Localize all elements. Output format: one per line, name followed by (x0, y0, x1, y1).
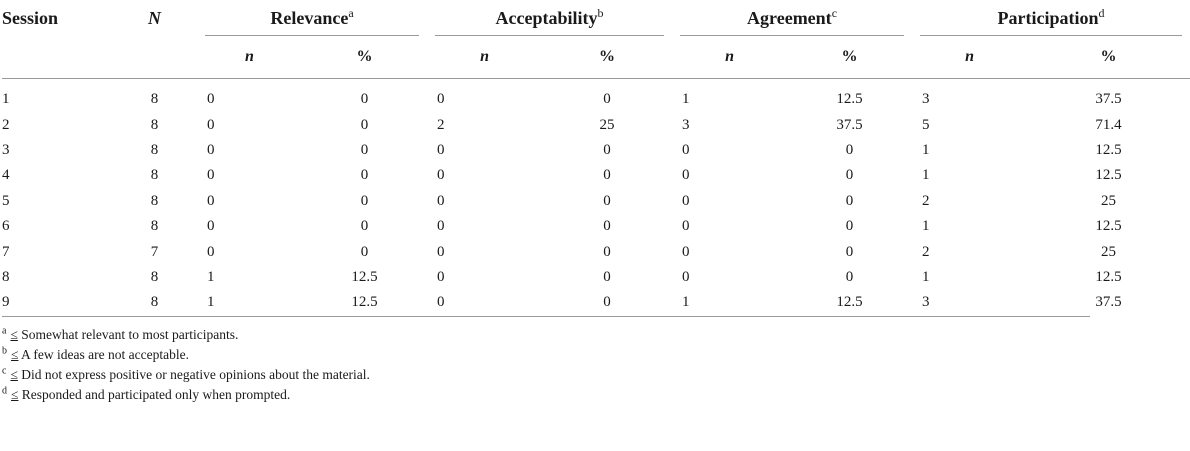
table-cell: 9 (2, 294, 10, 311)
table-row (2, 214, 1190, 239)
subheader-pct: % (841, 48, 858, 65)
footnote-symbol: ≤ (10, 366, 18, 382)
table-cell: 1 (922, 141, 930, 158)
table-cell: 0 (360, 141, 369, 158)
table-cell: 12.5 (836, 91, 863, 108)
table-cell: 12.5 (1095, 141, 1122, 158)
footnote-text: Did not express positive or negative opinions about the material. (17, 366, 370, 382)
table-cell: 1 (682, 91, 690, 108)
footnote-mark: d (2, 385, 7, 397)
table-cell: 12.5 (351, 268, 378, 285)
table-cell: 0 (437, 91, 445, 108)
footnote (2, 365, 1092, 385)
table-row (2, 163, 1190, 188)
footnote-text: Somewhat relevant to most participants. (17, 326, 239, 342)
table-cell: 0 (603, 294, 611, 311)
table-cell: 0 (207, 116, 215, 133)
table-bottom-rule (2, 316, 1090, 317)
table-cell: 0 (682, 268, 690, 285)
table-cell: 0 (845, 192, 854, 209)
footnote-mark: c (2, 365, 7, 377)
table-cell: 12.5 (351, 294, 378, 311)
table-cell: 1 (682, 294, 690, 311)
footnote-symbol: ≤ (10, 326, 18, 342)
table-cell: 2 (2, 116, 10, 133)
header-group-participation: Participation$^d$ (912, 0, 1190, 36)
table-cell: 8 (150, 294, 159, 311)
header-blank (112, 36, 197, 79)
footnote-mark: a (2, 325, 7, 337)
footnote-mark: b (2, 345, 7, 357)
header-divider (2, 79, 1190, 88)
table-cell: 0 (603, 91, 611, 108)
table-cell: 12.5 (1095, 218, 1122, 235)
table-cell: 3 (922, 294, 930, 311)
table-cell: 0 (360, 116, 369, 133)
table-cell: 37.5 (1095, 294, 1122, 311)
table-cell: 0 (603, 218, 611, 235)
table-cell: 8 (150, 218, 159, 235)
table-cell: 0 (682, 141, 690, 158)
footnotes (2, 325, 1092, 405)
subheader-pct: % (1100, 48, 1117, 65)
table-cell: 0 (437, 167, 445, 184)
table-cell: 8 (2, 268, 10, 285)
table-cell: 37.5 (1095, 91, 1122, 108)
table-cell: 1 (922, 268, 930, 285)
table-cell: 12.5 (1095, 268, 1122, 285)
table-cell: 12.5 (836, 294, 863, 311)
table-cell: 8 (150, 116, 159, 133)
footnote (2, 345, 1092, 365)
subheader-pct: % (599, 48, 616, 65)
table-row (2, 265, 1190, 290)
header-blank (2, 36, 112, 79)
table-cell: 8 (150, 268, 159, 285)
header-group-relevance: Relevance$^a$ (197, 0, 427, 36)
table-cell: 0 (437, 268, 445, 285)
table-cell: 0 (603, 141, 611, 158)
table-row (2, 138, 1190, 163)
table-cell: 0 (603, 192, 611, 209)
table-cell: 2 (922, 243, 930, 260)
table-cell: 0 (207, 91, 215, 108)
table-cell: 0 (682, 243, 690, 260)
table-cell: 3 (682, 116, 690, 133)
table-cell: 0 (603, 167, 611, 184)
table-cell: 0 (207, 167, 215, 184)
table-row (2, 290, 1190, 315)
table-cell: 0 (437, 141, 445, 158)
table-row (2, 87, 1190, 112)
table-row (2, 189, 1190, 214)
table-cell: 1 (2, 91, 10, 108)
footnote-symbol: ≤ (11, 346, 19, 362)
table-row (2, 112, 1190, 137)
table-cell: 6 (2, 218, 10, 235)
table-cell: 25 (1101, 192, 1117, 209)
table-cell: 3 (922, 91, 930, 108)
table-cell: 0 (437, 243, 445, 260)
table-cell: 2 (922, 192, 930, 209)
table-cell: 71.4 (1095, 116, 1122, 133)
header-N: N (148, 7, 161, 28)
table-cell: 0 (682, 167, 690, 184)
table-cell: 8 (150, 167, 159, 184)
subheader-pct: % (356, 48, 373, 65)
table-cell: 1 (207, 268, 215, 285)
table-cell: 0 (360, 167, 369, 184)
header-group-acceptability: Acceptability$^b$ (427, 0, 672, 36)
table-cell: 1 (922, 218, 930, 235)
table-cell: 0 (682, 218, 690, 235)
subheader-n: n (480, 48, 489, 65)
table-cell: 8 (150, 192, 159, 209)
table-cell: 0 (360, 192, 369, 209)
table-cell: 0 (603, 268, 611, 285)
table-cell: 0 (603, 243, 611, 260)
table-header (2, 0, 1190, 79)
table-cell: 0 (437, 192, 445, 209)
table-cell: 12.5 (1095, 167, 1122, 184)
session-table (2, 0, 1190, 316)
table-body (2, 87, 1190, 316)
table-cell: 5 (922, 116, 930, 133)
table-cell: 3 (2, 141, 10, 158)
table-cell: 0 (845, 141, 854, 158)
table-cell: 1 (207, 294, 215, 311)
table-cell: 8 (150, 91, 159, 108)
table-cell: 0 (207, 243, 215, 260)
subheader-n: n (725, 48, 734, 65)
header-group-agreement: Agreement$^c$ (672, 0, 912, 36)
table-cell: 2 (437, 116, 445, 133)
table-cell: 8 (150, 141, 159, 158)
table-cell: 7 (2, 243, 10, 260)
table-cell: 0 (207, 192, 215, 209)
header-session: Session (2, 7, 59, 28)
footnote (2, 325, 1092, 345)
table-cell: 0 (360, 243, 369, 260)
table-cell: 0 (207, 218, 215, 235)
table-cell: 0 (845, 243, 854, 260)
footnote-text: Responded and participated only when prompted. (18, 386, 291, 402)
table-cell: 0 (360, 91, 369, 108)
subheader-n: n (965, 48, 974, 65)
table-cell: 0 (437, 218, 445, 235)
footnote-symbol: ≤ (11, 386, 19, 402)
table-cell: 0 (360, 218, 369, 235)
table-cell: 37.5 (836, 116, 863, 133)
table-cell: 0 (437, 294, 445, 311)
table-cell: 0 (207, 141, 215, 158)
table-cell: 5 (2, 192, 10, 209)
footnote-text: A few ideas are not acceptable. (18, 346, 189, 362)
table-cell: 0 (845, 268, 854, 285)
table-cell: 0 (682, 192, 690, 209)
table-row (2, 239, 1190, 264)
table-cell: 0 (845, 167, 854, 184)
table-cell: 25 (1101, 243, 1117, 260)
table-cell: 7 (150, 243, 159, 260)
footnote (2, 385, 1092, 405)
table-cell: 0 (845, 218, 854, 235)
table-cell: 4 (2, 167, 10, 184)
table-cell: 1 (922, 167, 930, 184)
table-cell: 25 (599, 116, 615, 133)
subheader-n: n (245, 48, 254, 65)
